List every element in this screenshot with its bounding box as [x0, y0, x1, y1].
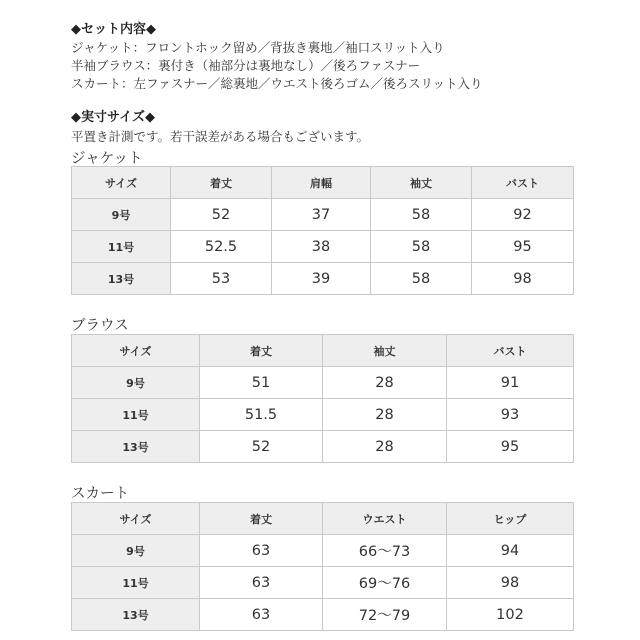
set-contents-blouse: 半袖ブラウス：裏付き（袖部分は裏地なし）／後ろファスナー	[71, 58, 421, 73]
value-cell: 58	[371, 231, 472, 263]
value-cell: 72〜79	[323, 599, 447, 631]
value-cell: 69〜76	[323, 567, 447, 599]
table-row	[72, 399, 574, 431]
actual-size-heading: ◆実寸サイズ◆	[71, 110, 155, 125]
header-cell: サイズ	[72, 167, 171, 199]
header-cell: バスト	[472, 167, 574, 199]
value-cell: 58	[371, 263, 472, 295]
value-cell: 58	[371, 199, 472, 231]
size-cell: 11号	[72, 231, 171, 263]
size-cell: 11号	[72, 567, 200, 599]
size-cell: 9号	[72, 535, 200, 567]
skirt-table-label: スカート	[71, 486, 129, 502]
value-cell: 52	[200, 431, 323, 463]
value-cell: 52.5	[171, 231, 272, 263]
table-row	[72, 199, 574, 231]
value-cell: 93	[447, 399, 574, 431]
jacket-size-table	[71, 166, 574, 295]
size-cell: 9号	[72, 199, 171, 231]
size-cell: 9号	[72, 367, 200, 399]
value-cell: 63	[200, 599, 323, 631]
table-row	[72, 535, 574, 567]
table-header-row	[72, 167, 574, 199]
value-cell: 94	[447, 535, 574, 567]
value-cell: 51.5	[200, 399, 323, 431]
table-header-row	[72, 503, 574, 535]
header-cell: 着丈	[200, 335, 323, 367]
table-row	[72, 367, 574, 399]
value-cell: 53	[171, 263, 272, 295]
value-cell: 51	[200, 367, 323, 399]
set-contents-skirt: スカート：左ファスナー／総裏地／ウエスト後ろゴム／後ろスリット入り	[71, 76, 483, 91]
table-row	[72, 263, 574, 295]
value-cell: 63	[200, 567, 323, 599]
jacket-table-label: ジャケット	[71, 151, 143, 167]
value-cell: 102	[447, 599, 574, 631]
value-cell: 28	[323, 431, 447, 463]
header-cell: ヒップ	[447, 503, 574, 535]
size-cell: 13号	[72, 263, 171, 295]
value-cell: 98	[447, 567, 574, 599]
header-cell: 着丈	[171, 167, 272, 199]
value-cell: 63	[200, 535, 323, 567]
value-cell: 28	[323, 399, 447, 431]
value-cell: 95	[472, 231, 574, 263]
header-cell: ウエスト	[323, 503, 447, 535]
table-row	[72, 599, 574, 631]
blouse-size-table	[71, 334, 574, 463]
blouse-table-label: ブラウス	[71, 318, 129, 334]
size-cell: 13号	[72, 431, 200, 463]
value-cell: 52	[171, 199, 272, 231]
set-contents-heading: ◆セット内容◆	[71, 22, 156, 37]
table-header-row	[72, 335, 574, 367]
header-cell: 袖丈	[323, 335, 447, 367]
size-cell: 13号	[72, 599, 200, 631]
table-row	[72, 231, 574, 263]
value-cell: 38	[272, 231, 371, 263]
value-cell: 66〜73	[323, 535, 447, 567]
value-cell: 92	[472, 199, 574, 231]
value-cell: 28	[323, 367, 447, 399]
header-cell: サイズ	[72, 335, 200, 367]
header-cell: 肩幅	[272, 167, 371, 199]
value-cell: 95	[447, 431, 574, 463]
set-contents-jacket: ジャケット：フロントホック留め／背抜き裏地／袖口スリット入り	[71, 40, 445, 55]
header-cell: 着丈	[200, 503, 323, 535]
skirt-size-table	[71, 502, 574, 631]
value-cell: 39	[272, 263, 371, 295]
table-row	[72, 567, 574, 599]
value-cell: 91	[447, 367, 574, 399]
measurement-note: 平置き計測です。若干誤差がある場合もございます。	[71, 129, 370, 144]
value-cell: 98	[472, 263, 574, 295]
header-cell: 袖丈	[371, 167, 472, 199]
table-row	[72, 431, 574, 463]
header-cell: バスト	[447, 335, 574, 367]
value-cell: 37	[272, 199, 371, 231]
size-cell: 11号	[72, 399, 200, 431]
header-cell: サイズ	[72, 503, 200, 535]
